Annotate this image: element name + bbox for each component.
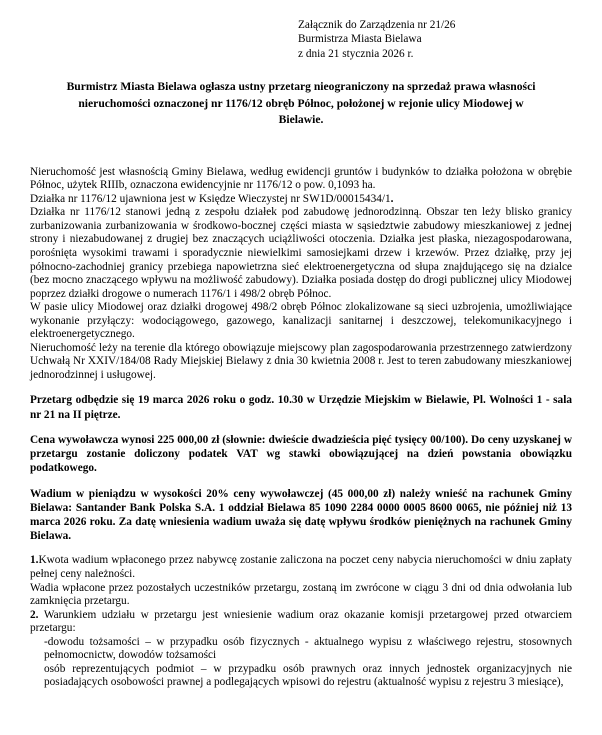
spacer — [30, 382, 572, 393]
paragraph-starting-price: Cena wywoławcza wynosi 225 000,00 zł (słownie: dwieście dwadzieścia pięć tysięcy 00/100). Do ceny uzyskanej w przetargu zostanie doliczony podatek VAT wg stawki obowiązującej na dzień powstania obowiązku podatkowego. — [30, 433, 572, 475]
list-item-2 — [30, 609, 572, 636]
list-bullet-1: -dowodu tożsamości – w przypadku osób fizycznych - aktualnego wypisu z właściwego rejestru, stosownych pełnomocnictw, dowodów tożsamości — [44, 635, 572, 662]
paragraph-auction-date: Przetarg odbędzie się 19 marca 2026 roku o godz. 10.30 w Urzędzie Miejskim w Bielawie, Pl. Wolności 1 - sala nr 21 na II piętrze. — [30, 394, 572, 421]
list-item-1-text: Kwota wadium wpłaconego przez nabywcę zostanie zaliczona na poczet ceny nabycia nieruchomości w dniu zapłaty pełnej ceny należności. — [30, 554, 572, 580]
list-item-2-number: 2. — [30, 608, 39, 621]
land-register-text: Działka nr 1176/12 ujawniona jest w Księdze Wieczystej nr SW1D/00015434/1 — [30, 192, 391, 205]
title-line-1: Burmistrz Miasta Bielawa ogłasza ustny przetarg nieograniczony na sprzedaż prawa — [66, 80, 486, 94]
page-title — [64, 79, 538, 128]
spacer — [30, 476, 572, 487]
paragraph-deposit-return: Wadia wpłacone przez pozostałych uczestników przetargu, zostaną im zwrócone w ciągu 3 dni od dnia odwołania lub zamknięcia przetargu. — [30, 581, 572, 608]
paragraph-land-register — [30, 193, 572, 207]
document-header — [298, 18, 572, 61]
list-bullet-2: osób reprezentujących podmiot – w przypadku osób prawnych oraz innych jednostek organizacyjnych nie posiadających osobowości prawnej a podlegających wpisowi do rejestru (aktualność wypisu z rejestru 3 miesiące), — [44, 662, 572, 689]
list-item-2-text: Warunkiem udziału w przetargu jest wniesienie wadium oraz okazanie komisji przetargowej przed otwarciem przetargu: — [30, 608, 572, 635]
header-line-2: Burmistrza Miasta Bielawa — [298, 33, 422, 46]
paragraph-plot-description: Działka nr 1176/12 stanowi jedną z zespołu działek pod zabudowę jednorodzinną. Obszar ten leży blisko granicy zurbanizowania zurbanizowania w środkowo-bocznej części miasta w sąsiedztwie zabudowy mieszkaniowej z jednej strony i niezabudowanej z drugiej bez znaczących uciążliwości otoczenia. Działka jest płaska, niezagospodarowana, porośnięta wysokimi trawami i sporadycznie niewielkimi samosiejkami drzew i krzewów. Przez działkę, przy jej północno-zachodniej granicy przebiega napowietrzna sieć elektroenergetyczna od słupa znajdującego się na dzialce (bez mocno znaczącego wpływu na możliwość zabudowy). Działka posiada dostęp do drogi publicznej ulicy Miodowej poprzez działki drogowe o numerach 1176/1 i 498/2 obręb Północ. — [30, 206, 572, 300]
land-register-suffix: . — [390, 192, 394, 205]
spacer — [30, 155, 572, 166]
header-line-1: Załącznik do Zarządzenia nr 21/26 — [298, 19, 456, 31]
paragraph-zoning-plan: Nieruchomość leży na terenie dla którego obowiązuje miejscowy plan zagospodarowania przestrzennego zatwierdzony Uchwałą Nr XXIV/184/08 Rady Miejskiej Bielawy z dnia 30 kwietnia 2008 r. Jest to teren zabudowany mieszkaniowej jednorodzinnej i usługowej. — [30, 341, 572, 381]
spacer — [30, 422, 572, 433]
list-item-1 — [30, 554, 572, 581]
spacer — [30, 543, 572, 554]
title-line-3: Miodowej w Bielawie. — [278, 96, 524, 127]
title-line-2: własności nieruchomości oznaczonej nr 1176/12 obręb Północ, położonej w rejonie ulicy — [78, 80, 536, 110]
header-line-3: z dnia 21 stycznia 2026 r. — [298, 47, 414, 60]
paragraph-utilities: W pasie ulicy Miodowej oraz działki drogowej 498/2 obręb Północ zlokalizowane są sieci uzbrojenia, umożliwiające wykonanie przyłączy: wodociągowego, gazowego, kanalizacji sanitarnej i deszczowej, telekomunikacyjnego i elektroenergetycznego. — [30, 301, 572, 341]
paragraph-deposit: Wadium w pieniądzu w wysokości 20% ceny wywoławczej (45 000,00 zł) należy wnieść na rachunek Gminy Bielawa: Santander Bank Polska S.A. 1 oddział Bielawa 85 1090 2284 0000 0005 8600 0065, nie później niż 13 marca 2026 roku. Za datę wniesienia wadium uważa się datę wpływu środków pieniężnych na rachunek Gminy Bielawa. — [30, 487, 572, 543]
paragraph-property-ownership: Nieruchomość jest własnością Gminy Bielawa, według ewidencji gruntów i budynków to działka położona w obrębie Północ, użytek RIIIb, oznaczona ewidencyjnie nr 1176/12 o pow. 0,1093 ha. — [30, 165, 572, 192]
list-item-1-number: 1. — [30, 554, 39, 567]
